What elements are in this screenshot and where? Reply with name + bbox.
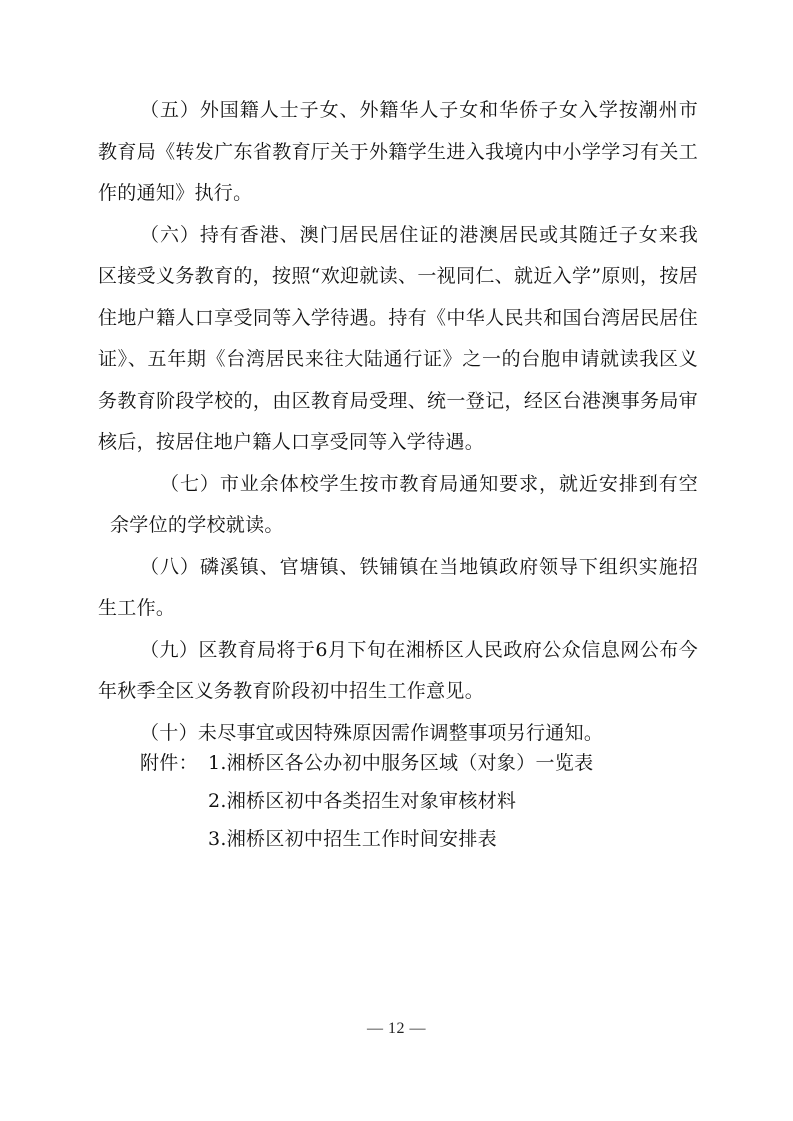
attachments-label-spacer — [140, 782, 208, 820]
attachment-row — [140, 782, 593, 820]
document-body — [98, 90, 698, 754]
attachment-item-1: 1.湘桥区各公办初中服务区域（对象）一览表 — [208, 752, 594, 774]
attachments-label-spacer — [140, 820, 208, 858]
paragraph-announcement-schedule: （九）区教育局将于6月下旬在湘桥区人民政府公众信息网公布今年秋季全区义务教育阶段初中招生工作意见。 — [98, 638, 698, 702]
paragraph-sports-school-students: （七）市业余体校学生按市教育局通知要求，就近安排到有空余学位的学校就读。 — [110, 472, 698, 536]
attachments-label: 附件： — [140, 752, 198, 774]
attachment-row — [140, 820, 593, 858]
attachment-item-2: 2.湘桥区初中各类招生对象审核材料 — [208, 790, 517, 812]
attachments-section — [140, 744, 593, 858]
paragraph-town-enrollment: （八）磷溪镇、官塘镇、铁铺镇在当地镇政府领导下组织实施招生工作。 — [98, 555, 698, 619]
attachment-item-3: 3.湘桥区初中招生工作时间安排表 — [208, 828, 497, 850]
paragraph-hk-macau-taiwan-residents: （六）持有香港、澳门居民居住证的港澳居民或其随迁子女来我区接受义务教育的，按照“欢迎就读、一视同仁、就近入学”原则，按居住地户籍人口享受同等入学待遇。持有《中华人民共和国台湾居民居住证》、五年期《台湾居民来往大陆通行证》之一的台胞申请就读我区义务教育阶段学校的，由区教育局受理、统一登记，经区台港澳事务局审核后，按居住地户籍人口享受同等入学待遇。 — [98, 223, 698, 453]
page-number: — 12 — — [367, 1020, 426, 1037]
attachment-row — [140, 744, 593, 782]
paragraph-other-matters: （十）未尽事宜或因特殊原因需作调整事项另行通知。 — [140, 721, 604, 744]
paragraph-foreign-nationals: （五）外国籍人士子女、外籍华人子女和华侨子女入学按潮州市教育局《转发广东省教育厅关于外籍学生进入我境内中小学学习有关工作的通知》执行。 — [98, 99, 698, 204]
